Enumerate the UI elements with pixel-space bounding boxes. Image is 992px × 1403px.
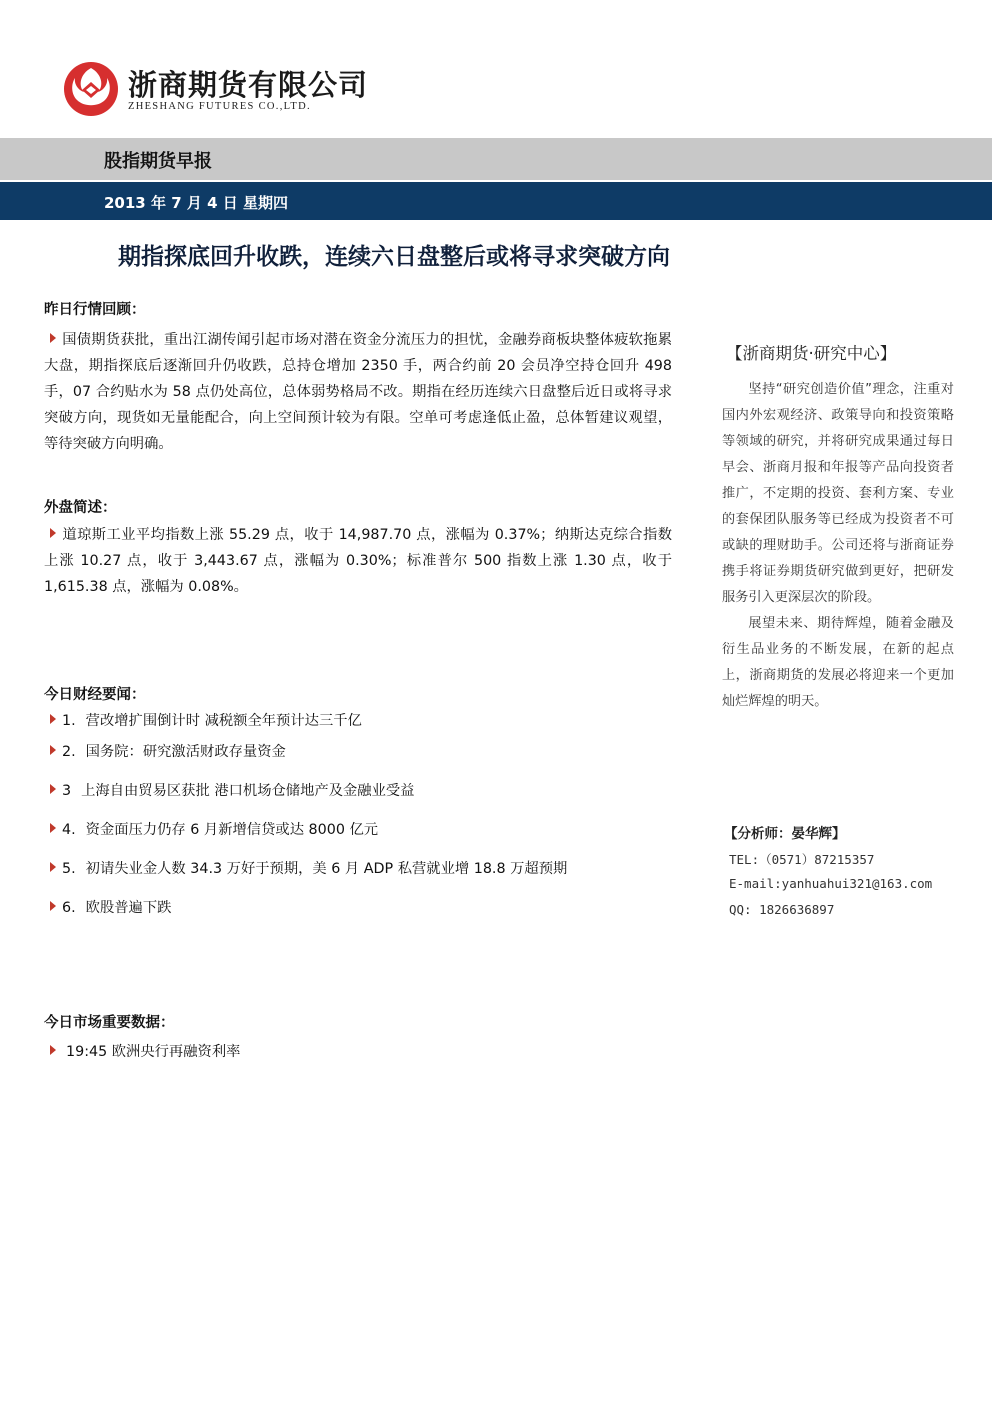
report-date: 2013 年 7 月 4 日 星期四 [104, 194, 288, 212]
review-text: 国债期货获批，重出江湖传闻引起市场对潜在资金分流压力的担忧，金融券商板块整体疲软拖累大盘，期指探底后逐渐回升仍收跌，总持仓增加 2350 手，两合约前 20 会员净空持仓回升 498 手，07 合约贴水为 58 点仍处高位，总体弱势格局不改。期指在经历连续六日盘整后近日或将寻求突破方向，现货如无量能配合，向上空间预计较为有限。空单可考虑逢低止盈，总体暂建议观望，等待突破方向明确。 [44, 332, 672, 452]
news-section-title: 今日财经要闻： [44, 687, 146, 703]
bullet-triangle-icon [50, 862, 56, 872]
analyst-email: E-mail:yanhuahui321@163.com [729, 876, 933, 891]
bullet-triangle-icon [50, 1045, 56, 1055]
review-paragraph [44, 327, 672, 457]
news-item: 6. 欧股普遍下跌 [44, 897, 171, 917]
news-item: 2. 国务院：研究激活财政存量资金 [44, 741, 286, 761]
news-item: 4. 资金面压力仍存 6 月新增信贷或达 8000 亿元 [44, 819, 378, 839]
bullet-triangle-icon [50, 333, 56, 343]
analyst-qq: QQ: 1826636897 [729, 902, 835, 917]
sidebar-body [722, 377, 954, 715]
analyst-name: 【分析师：晏华辉】 [724, 826, 846, 842]
bullet-triangle-icon [50, 901, 56, 911]
overseas-section [44, 522, 672, 600]
sidebar-paragraph-2: 展望未来、期待辉煌，随着金融及衍生品业务的不断发展，在新的起点上，浙商期货的发展必将迎来一个更加灿烂辉煌的明天。 [722, 616, 954, 709]
report-date-band [0, 182, 992, 220]
analyst-tel: TEL:（0571）87215357 [729, 852, 875, 867]
news-item: 5. 初请失业金人数 34.3 万好于预期，美 6 月 ADP 私营就业增 18.8 万超预期 [44, 858, 567, 878]
bullet-triangle-icon [50, 528, 56, 538]
company-name-en: ZHESHANG FUTURES CO.,LTD. [128, 101, 311, 112]
review-section [44, 327, 672, 457]
company-logo-icon [62, 60, 120, 118]
sidebar-title: 【浙商期货·研究中心】 [726, 344, 897, 363]
report-headline: 期指探底回升收跌，连续六日盘整后或将寻求突破方向 [118, 244, 670, 270]
news-item: 1. 营改增扩围倒计时 减税额全年预计达三千亿 [44, 710, 362, 730]
bullet-triangle-icon [50, 745, 56, 755]
market-data-section-title: 今日市场重要数据： [44, 1015, 175, 1031]
bullet-triangle-icon [50, 714, 56, 724]
review-section-title: 昨日行情回顾： [44, 302, 146, 318]
report-type: 股指期货早报 [104, 151, 212, 172]
bullet-triangle-icon [50, 784, 56, 794]
overseas-paragraph [44, 522, 672, 600]
bullet-triangle-icon [50, 823, 56, 833]
overseas-text: 道琼斯工业平均指数上涨 55.29 点，收于 14,987.70 点，涨幅为 0.37%；纳斯达克综合指数上涨 10.27 点，收于 3,443.67 点，涨幅为 0.30%；标准普尔 500 指数上涨 1.30 点，收于 1,615.38 点，涨幅为 0.08%。 [44, 527, 672, 595]
company-name-cn: 浙商期货有限公司 [128, 68, 369, 102]
report-type-band [0, 138, 992, 180]
news-item: 3 上海自由贸易区获批 港口机场仓储地产及金融业受益 [44, 780, 414, 800]
sidebar-paragraph-1: 坚持“研究创造价值”理念，注重对国内外宏观经济、政策导向和投资策略等领域的研究，并将研究成果通过每日早会、浙商月报和年报等产品向投资者推广，不定期的投资、套利方案、专业的套保团队服务等已经成为投资者不可或缺的理财助手。公司还将与浙商证券携手将证券期货研究做到更好，把研发服务引入更深层次的阶段。 [722, 382, 954, 605]
market-data-item: 19:45 欧洲央行再融资利率 [44, 1041, 240, 1061]
overseas-section-title: 外盘简述： [44, 500, 117, 516]
